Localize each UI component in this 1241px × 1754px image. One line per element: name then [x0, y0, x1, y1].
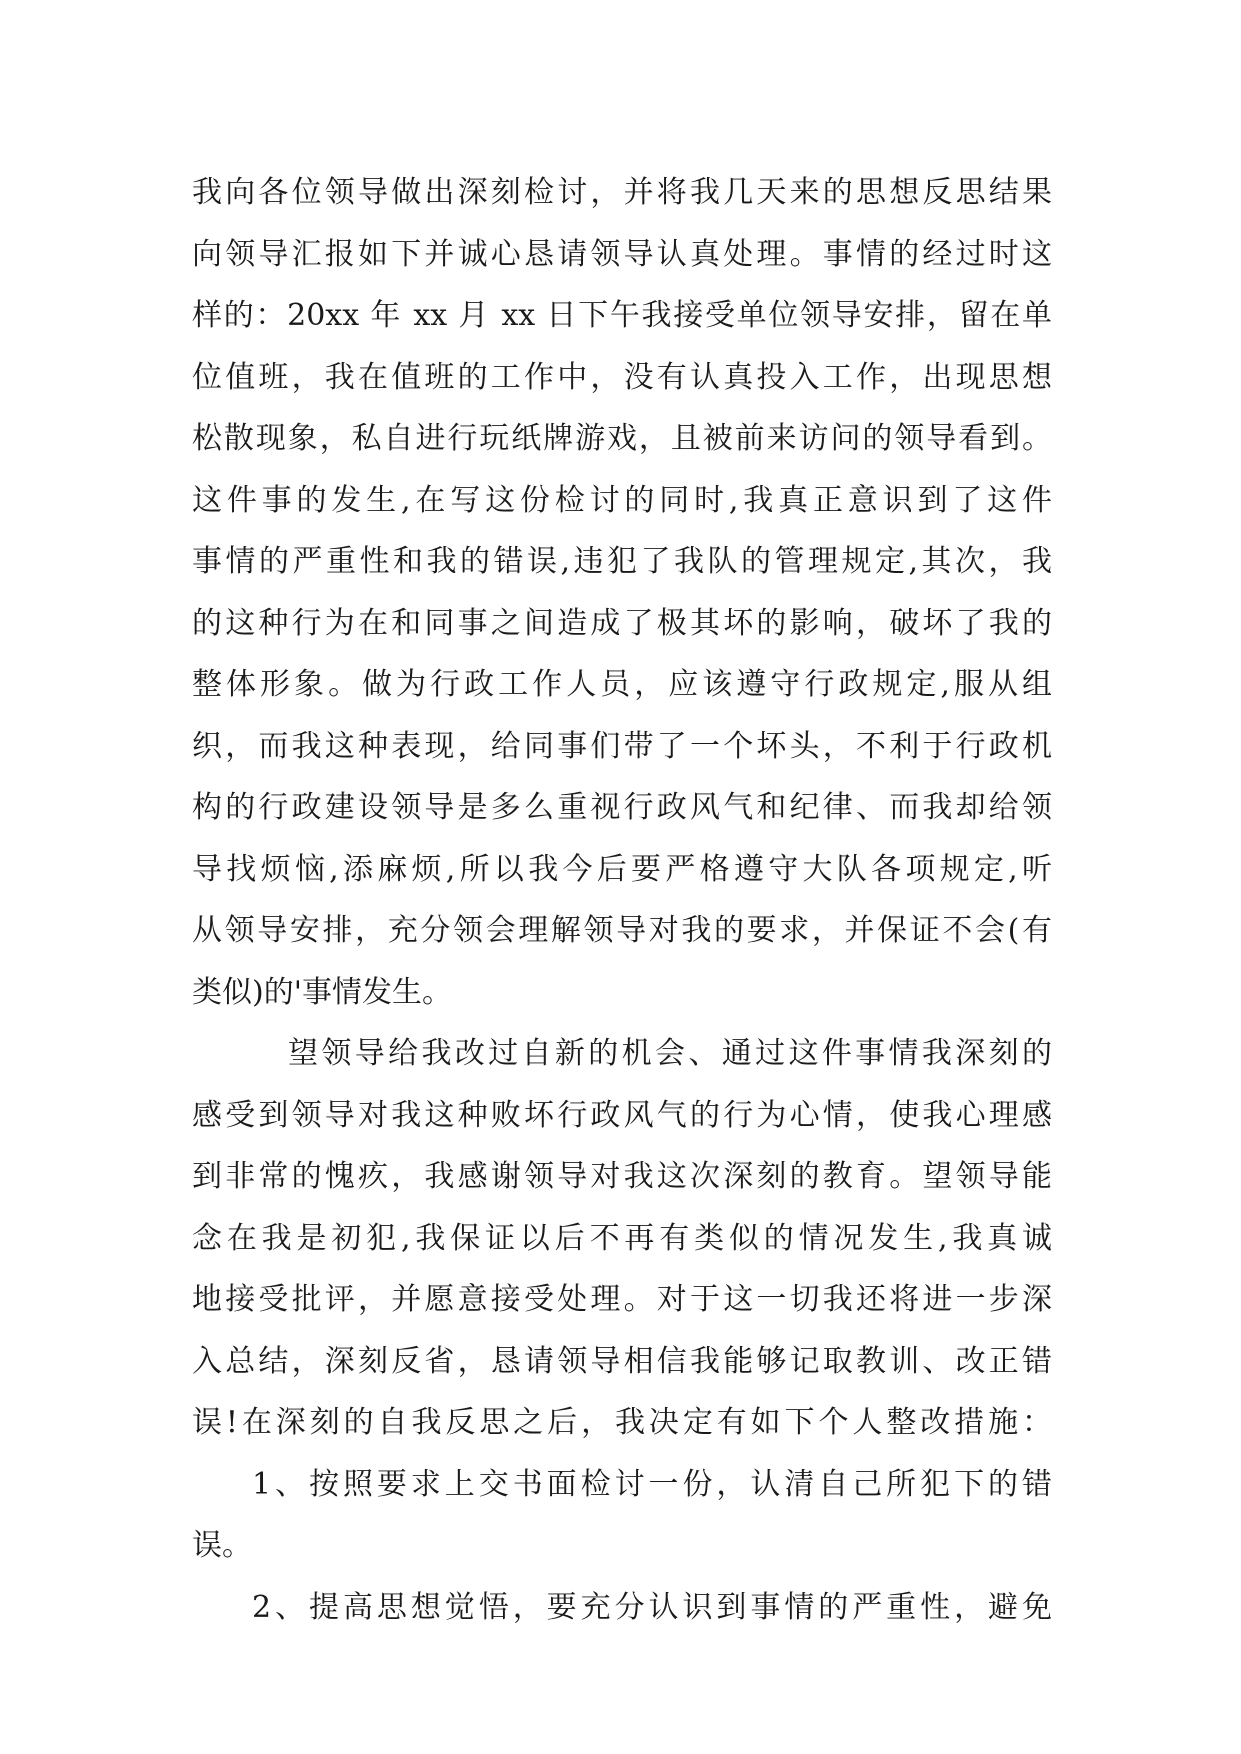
list-item-2: 2、提高思想觉悟，要充分认识到事情的严重性，避免 — [252, 1589, 1052, 1625]
text-line: 类似)的'事情发生。 — [192, 974, 452, 1010]
text-line: 地接受批评，并愿意接受处理。对于这一切我还将进一步深 — [192, 1282, 1052, 1317]
document-body — [192, 162, 1052, 1638]
text-line: 构的行政建设领导是多么重视行政风气和纪律、而我却给领 — [192, 790, 1052, 825]
text-line: 从领导安排，充分领会理解领导对我的要求，并保证不会(有 — [192, 913, 1052, 948]
text-line: 我向各位领导做出深刻检讨，并将我几天来的思想反思结果 — [192, 175, 1052, 210]
text-line: 的这种行为在和同事之间造成了极其坏的影响，破坏了我的 — [192, 605, 1052, 641]
text-line: 念在我是初犯,我保证以后不再有类似的情况发生,我真诚 — [192, 1220, 1052, 1256]
text-line: 样的：20xx 年 xx 月 xx 日下午我接受单位领导安排，留在单 — [192, 298, 1052, 333]
text-line: 织，而我这种表现，给同事们带了一个坏头，不利于行政机 — [192, 728, 1052, 764]
list-item-1: 1、按照要求上交书面检讨一份，认清自己所犯下的错 — [252, 1466, 1052, 1502]
paragraph-first-line: 望领导给我改过自新的机会、通过这件事情我深刻的 — [288, 1036, 1052, 1071]
text-line: 误。 — [192, 1528, 252, 1563]
text-line: 感受到领导对我这种败坏行政风气的行为心情，使我心理感 — [192, 1097, 1052, 1133]
text-line: 入总结，深刻反省，恳请领导相信我能够记取教训、改正错 — [192, 1343, 1052, 1379]
text-line: 松散现象，私自进行玩纸牌游戏，且被前来访问的领导看到。 — [192, 421, 1052, 456]
text-line: 位值班，我在值班的工作中，没有认真投入工作，出现思想 — [192, 359, 1052, 395]
text-line: 到非常的愧疚，我感谢领导对我这次深刻的教育。望领导能 — [192, 1159, 1052, 1194]
text-line: 导找烦恼,添麻烦,所以我今后要严格遵守大队各项规定,听 — [192, 851, 1052, 887]
text-line: 误!在深刻的自我反思之后，我决定有如下个人整改措施： — [192, 1405, 1052, 1440]
text-line: 整体形象。做为行政工作人员，应该遵守行政规定,服从组 — [192, 667, 1052, 702]
text-line: 事情的严重性和我的错误,违犯了我队的管理规定,其次，我 — [192, 544, 1052, 579]
text-line: 这件事的发生,在写这份检讨的同时,我真正意识到了这件 — [192, 482, 1052, 518]
text-line: 向领导汇报如下并诚心恳请领导认真处理。事情的经过时这 — [192, 236, 1052, 272]
